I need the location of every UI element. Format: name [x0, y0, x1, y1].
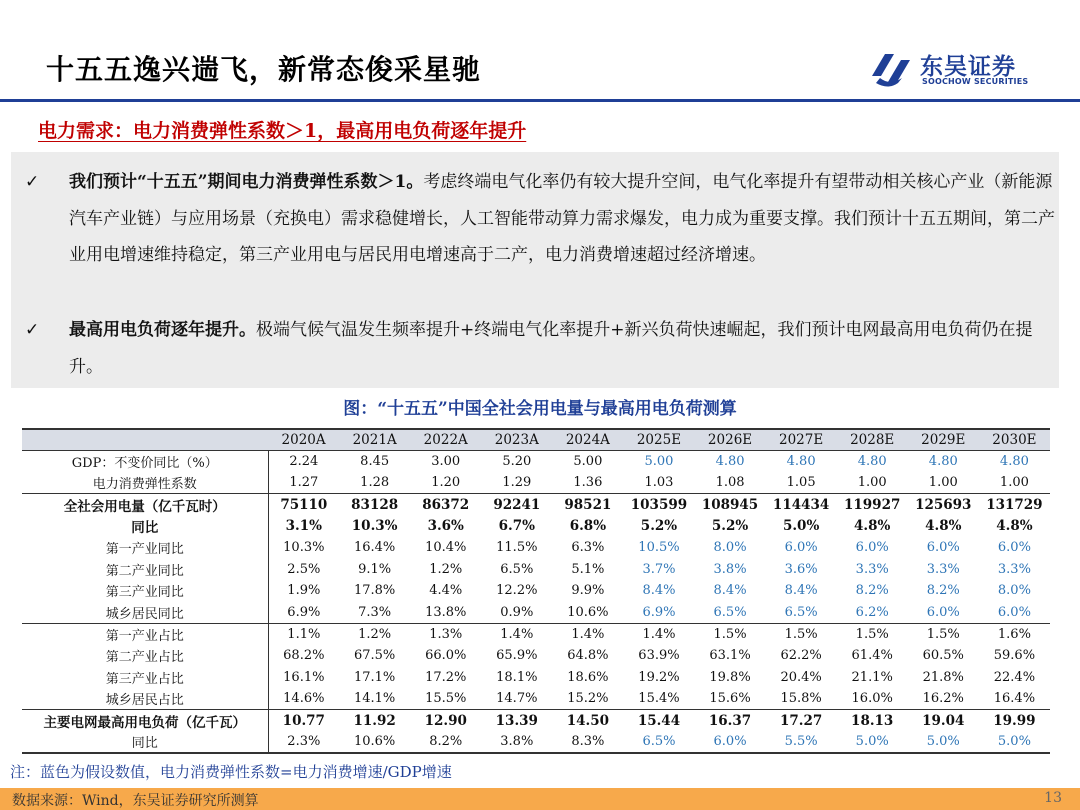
table-cell: 3.3% — [997, 561, 1031, 577]
section-heading: 电力需求：电力消费弹性系数＞1，最高用电负荷逐年提升 — [38, 120, 527, 142]
table-cell: 6.0% — [997, 540, 1031, 556]
table-cell: 3.8% — [481, 731, 552, 753]
table-cell: 9.1% — [358, 561, 392, 577]
table-cell: 6.2% — [855, 604, 889, 620]
table-cell: 8.4% — [784, 583, 818, 599]
table-cell: 8.0% — [713, 540, 747, 556]
table-cell: 2.5% — [287, 561, 321, 577]
row-label: 城乡居民占比 — [22, 688, 268, 710]
table-cell: 10.77 — [268, 710, 339, 732]
table-cell: 3.6% — [427, 518, 464, 535]
page-title: 十五五逸兴遄飞，新常态俊采星驰 — [46, 53, 482, 86]
header-divider — [0, 99, 1080, 102]
row-label: 第一产业同比 — [22, 537, 268, 559]
table-cell: 21.8% — [922, 669, 964, 685]
row-label: 第三产业同比 — [22, 580, 268, 602]
table-cell: 11.92 — [339, 710, 410, 732]
column-header: 2024A — [552, 429, 623, 451]
table-cell: 6.0% — [926, 604, 960, 620]
table-cell: 16.4% — [353, 540, 396, 556]
table-cell: 5.20 — [502, 454, 532, 470]
table-cell: 1.28 — [360, 475, 390, 491]
table-cell: 65.9% — [496, 648, 538, 664]
table-cell: 98521 — [552, 494, 623, 516]
table-cell: 1.5% — [837, 623, 908, 645]
table-cell: 18.1% — [496, 669, 538, 685]
table-cell: 5.5% — [766, 731, 837, 753]
table-cell: 9.9% — [571, 583, 605, 599]
table-cell: 6.0% — [997, 604, 1031, 620]
footer-bar — [0, 788, 1080, 810]
table-cell: 14.1% — [353, 691, 396, 707]
table-cell: 60.5% — [922, 648, 964, 664]
table-cell: 0.9% — [500, 604, 534, 620]
table-cell: 64.8% — [567, 648, 609, 664]
table-cell: 5.00 — [644, 454, 674, 470]
table-cell: 5.0% — [837, 731, 908, 753]
table-cell: 63.1% — [709, 648, 751, 664]
checkmark-icon: ✓ — [25, 320, 40, 340]
soochow-logo-icon — [868, 48, 914, 88]
table-cell: 6.8% — [569, 518, 607, 535]
table-cell: 10.3% — [283, 540, 325, 556]
table-cell: 18.6% — [567, 669, 609, 685]
table-cell: 103599 — [623, 494, 694, 516]
table-cell: 6.0% — [784, 540, 818, 556]
table-cell: 5.00 — [573, 454, 603, 470]
table-cell: 62.2% — [780, 648, 822, 664]
table-cell: 3.3% — [855, 561, 889, 577]
table-cell: 6.9% — [642, 604, 676, 620]
table-cell: 75110 — [268, 494, 339, 516]
table-cell: 19.99 — [979, 710, 1050, 732]
table-cell: 67.5% — [353, 648, 396, 664]
table-cell: 16.4% — [993, 691, 1036, 707]
table-row — [22, 623, 1050, 645]
table-cell: 8.4% — [713, 583, 747, 599]
table-cell: 6.5% — [784, 604, 818, 620]
column-header: 2020A — [268, 429, 339, 451]
bullet-body: 极端气候气温发生频率提升+终端电气化率提升+新兴负荷快速崛起，我们预计电网最高用电负荷仍在提升。 — [69, 320, 1033, 377]
table-cell: 6.3% — [571, 540, 605, 556]
table-cell: 4.80 — [999, 454, 1029, 470]
table-cell: 14.7% — [496, 691, 538, 707]
table-cell: 1.03 — [644, 475, 674, 491]
column-header: 2021A — [339, 429, 410, 451]
table-cell: 3.6% — [784, 561, 818, 577]
row-label: 主要电网最高用电负荷（亿千瓦） — [22, 710, 268, 732]
table-cell: 14.6% — [283, 691, 325, 707]
row-label: 第三产业占比 — [22, 667, 268, 689]
table-cell: 8.2% — [410, 731, 481, 753]
table-row — [22, 494, 1050, 516]
table-cell: 3.7% — [642, 561, 676, 577]
table-cell: 6.0% — [695, 731, 766, 753]
header-cell-blank — [22, 429, 268, 451]
table-body — [22, 451, 1050, 753]
table-row — [22, 472, 1050, 494]
table-cell: 17.2% — [425, 669, 467, 685]
table-cell: 1.4% — [552, 623, 623, 645]
summary-box — [11, 152, 1059, 388]
table-cell: 61.4% — [851, 648, 893, 664]
row-label: 同比 — [22, 731, 268, 753]
column-header: 2027E — [766, 429, 837, 451]
table-cell: 131729 — [979, 494, 1050, 516]
table-cell: 4.80 — [715, 454, 745, 470]
table-cell: 6.5% — [623, 731, 694, 753]
row-label: 第一产业占比 — [22, 623, 268, 645]
table-cell: 10.5% — [638, 540, 680, 556]
column-header: 2030E — [979, 429, 1050, 451]
bullet-lead: 我们预计“十五五”期间电力消费弹性系数＞1。 — [69, 172, 424, 192]
table-cell: 1.2% — [339, 623, 410, 645]
table-cell: 1.3% — [410, 623, 481, 645]
table-cell: 5.2% — [640, 518, 678, 535]
table-header-row — [22, 429, 1050, 451]
table-cell: 108945 — [695, 494, 766, 516]
table-cell: 16.1% — [283, 669, 325, 685]
table-cell: 1.29 — [502, 475, 532, 491]
table-cell: 6.0% — [926, 540, 960, 556]
table-cell: 4.8% — [854, 518, 891, 535]
bullet-body: 考虑终端电气化率仍有较大提升空间，电气化率提升有望带动相关核心产业（新能源汽车产业链）与应用场景（充换电）需求稳健增长，人工智能带动算力需求爆发，电力成为重要支撑。我们预计十五五期间，第二产业用电增速维持稳定，第三产业用电与居民用电增速高于二产，电力消费增速超过经济增速。 — [69, 172, 1055, 265]
table-row — [22, 710, 1050, 732]
column-header: 2028E — [837, 429, 908, 451]
table-cell: 15.44 — [623, 710, 694, 732]
page-number: 13 — [1044, 790, 1062, 806]
column-header: 2022A — [410, 429, 481, 451]
table-cell: 1.9% — [287, 583, 321, 599]
column-header: 2023A — [481, 429, 552, 451]
bullet-text — [69, 312, 1059, 385]
row-label: 电力消费弹性系数 — [22, 472, 268, 494]
table-row — [22, 515, 1050, 537]
row-label: 全社会用电量（亿千瓦时） — [22, 494, 268, 516]
table-cell: 2.24 — [289, 454, 319, 470]
table-row — [22, 602, 1050, 624]
table-cell: 19.04 — [908, 710, 979, 732]
forecast-table — [22, 428, 1050, 754]
table-cell: 1.20 — [431, 475, 461, 491]
table-cell: 20.4% — [780, 669, 822, 685]
table-cell: 114434 — [766, 494, 837, 516]
data-source: 数据来源：Wind，东吴证券研究所测算 — [12, 793, 259, 809]
table-cell: 8.4% — [642, 583, 676, 599]
row-label: 第二产业同比 — [22, 559, 268, 581]
table-cell: 4.80 — [857, 454, 887, 470]
table-cell: 10.3% — [351, 518, 398, 535]
table-cell: 22.4% — [993, 669, 1036, 685]
table-caption: 图：“十五五”中国全社会用电量与最高用电负荷测算 — [343, 399, 737, 419]
table-cell: 1.00 — [999, 475, 1029, 491]
table-cell: 5.1% — [571, 561, 605, 577]
table-cell: 1.27 — [289, 475, 319, 491]
table-cell: 15.4% — [638, 691, 680, 707]
table-cell: 86372 — [410, 494, 481, 516]
table-row — [22, 559, 1050, 581]
table-cell: 1.5% — [695, 623, 766, 645]
column-header: 2029E — [908, 429, 979, 451]
table-cell: 8.45 — [360, 454, 390, 470]
table-cell: 18.13 — [837, 710, 908, 732]
table-cell: 1.5% — [908, 623, 979, 645]
table-cell: 1.4% — [481, 623, 552, 645]
table-row — [22, 451, 1050, 473]
table-cell: 16.0% — [851, 691, 893, 707]
logo-english-text: SOOCHOW SECURITIES — [922, 77, 1029, 86]
row-label: 第二产业占比 — [22, 645, 268, 667]
table-cell: 13.39 — [481, 710, 552, 732]
table-cell: 1.36 — [573, 475, 603, 491]
company-logo — [868, 48, 1048, 90]
table-cell: 4.8% — [996, 518, 1033, 535]
column-header: 2025E — [623, 429, 694, 451]
table-cell: 66.0% — [425, 648, 467, 664]
table-cell: 15.2% — [567, 691, 609, 707]
table-cell: 17.8% — [353, 583, 396, 599]
logo-chinese-text: 东吴证券 — [920, 54, 1016, 80]
table-cell: 12.2% — [496, 583, 538, 599]
table-cell: 5.2% — [711, 518, 749, 535]
table-cell: 7.3% — [358, 604, 392, 620]
row-label: GDP：不变价同比（%） — [22, 451, 268, 473]
table-cell: 17.1% — [353, 669, 396, 685]
table-cell: 15.5% — [425, 691, 467, 707]
table-cell: 3.1% — [285, 518, 322, 535]
table-cell: 59.6% — [993, 648, 1036, 664]
table-cell: 6.0% — [855, 540, 889, 556]
table-cell: 4.4% — [429, 583, 463, 599]
table-cell: 19.2% — [638, 669, 680, 685]
row-label: 同比 — [22, 515, 268, 537]
table-cell: 11.5% — [496, 540, 538, 556]
table-cell: 3.3% — [926, 561, 960, 577]
table-cell: 125693 — [908, 494, 979, 516]
table-cell: 1.00 — [928, 475, 958, 491]
table-cell: 92241 — [481, 494, 552, 516]
table-cell: 1.05 — [786, 475, 816, 491]
table-row — [22, 537, 1050, 559]
table-row — [22, 580, 1050, 602]
table-cell: 68.2% — [283, 648, 325, 664]
table-cell: 5.0% — [979, 731, 1050, 753]
table-cell: 83128 — [339, 494, 410, 516]
table-cell: 10.6% — [567, 604, 609, 620]
table-cell: 3.00 — [431, 454, 461, 470]
table-cell: 1.1% — [268, 623, 339, 645]
table-cell: 17.27 — [766, 710, 837, 732]
table-cell: 8.2% — [926, 583, 960, 599]
table-cell: 4.8% — [925, 518, 962, 535]
table-cell: 4.80 — [928, 454, 958, 470]
bullet-lead: 最高用电负荷逐年提升。 — [69, 320, 256, 340]
table-cell: 63.9% — [638, 648, 680, 664]
table-cell: 16.2% — [922, 691, 964, 707]
table-cell: 8.2% — [855, 583, 889, 599]
row-label: 城乡居民同比 — [22, 602, 268, 624]
table-cell: 1.6% — [979, 623, 1050, 645]
table-cell: 1.00 — [857, 475, 887, 491]
table-cell: 119927 — [837, 494, 908, 516]
table-cell: 19.8% — [709, 669, 751, 685]
table-cell: 1.08 — [715, 475, 745, 491]
table-cell: 1.2% — [429, 561, 463, 577]
table-cell: 6.9% — [287, 604, 321, 620]
checkmark-icon: ✓ — [25, 172, 40, 192]
column-header: 2026E — [695, 429, 766, 451]
table-note: 注：蓝色为假设数值，电力消费弹性系数=电力消费增速/GDP增速 — [10, 763, 452, 781]
table-cell: 10.4% — [425, 540, 467, 556]
table-cell: 15.6% — [709, 691, 751, 707]
table-cell: 13.8% — [425, 604, 467, 620]
bullet-text — [69, 164, 1059, 274]
table-row — [22, 645, 1050, 667]
page-header — [0, 0, 1080, 98]
table-cell: 4.80 — [786, 454, 816, 470]
table-cell: 3.8% — [713, 561, 747, 577]
table-row — [22, 731, 1050, 753]
table-row — [22, 667, 1050, 689]
table-cell: 10.6% — [339, 731, 410, 753]
table-cell: 6.5% — [500, 561, 534, 577]
table-cell: 8.0% — [997, 583, 1031, 599]
table-cell: 8.3% — [552, 731, 623, 753]
table-cell: 1.5% — [766, 623, 837, 645]
table-cell: 21.1% — [851, 669, 893, 685]
table-cell: 6.5% — [713, 604, 747, 620]
table-cell: 5.0% — [782, 518, 820, 535]
table-cell: 1.4% — [623, 623, 694, 645]
table-cell: 5.0% — [908, 731, 979, 753]
table-cell: 12.90 — [410, 710, 481, 732]
table-cell: 15.8% — [780, 691, 822, 707]
table-cell: 16.37 — [695, 710, 766, 732]
table-cell: 2.3% — [268, 731, 339, 753]
table-row — [22, 688, 1050, 710]
table-cell: 14.50 — [552, 710, 623, 732]
table-cell: 6.7% — [498, 518, 535, 535]
